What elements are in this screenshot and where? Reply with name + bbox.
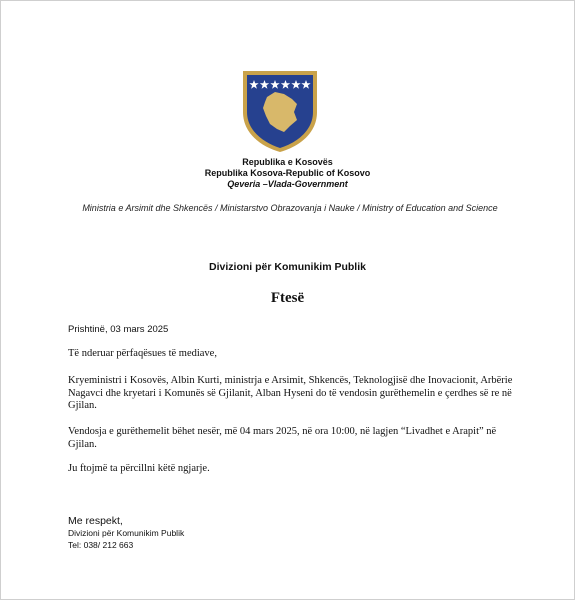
division-heading: Divizioni për Komunikim Publik <box>209 261 366 273</box>
government-line: Qeveria –Vlada-Government <box>227 179 348 189</box>
ministry-names: Ministria e Arsimit dhe Shkencës / Ministarstvo Obrazovanja i Nauke / Ministry of Education and Science <box>82 203 498 213</box>
date-line: Prishtinë, 03 mars 2025 <box>68 324 169 335</box>
republic-name-albanian: Republika e Kosovës <box>242 157 333 167</box>
kosovo-coat-of-arms-icon <box>240 68 320 154</box>
republic-name-serbian-english: Republika Kosova-Republic of Kosovo <box>204 168 371 178</box>
body-paragraph-details: Vendosja e gurëthemelit bëhet nesër, më 04 mars 2025, në ora 10:00, në lagjen “Livadhet e Arapit” në Gjilan. <box>68 426 497 450</box>
signature-closing: Me respekt, <box>68 515 123 527</box>
signature-phone: Tel: 038/ 212 663 <box>68 540 134 550</box>
body-paragraph-announcement: Kryeministri i Kosovës, Albin Kurti, ministrja e Arsimit, Shkencës, Teknologjisë dhe Inovacionit, Arbërie Nagavci dhe kryetari i Komunës së Gjilanit, Alban Hyseni do të vendosin gurëthemelin e çerdhes së re në Gjilan. <box>68 375 513 411</box>
body-paragraph-invitation: Ju ftojmë ta përcillni këtë ngjarje. <box>68 463 210 474</box>
signature-division: Divizioni për Komunikim Publik <box>68 528 185 538</box>
document-title: Ftesë <box>270 290 305 306</box>
salutation: Të nderuar përfaqësues të mediave, <box>68 348 217 359</box>
